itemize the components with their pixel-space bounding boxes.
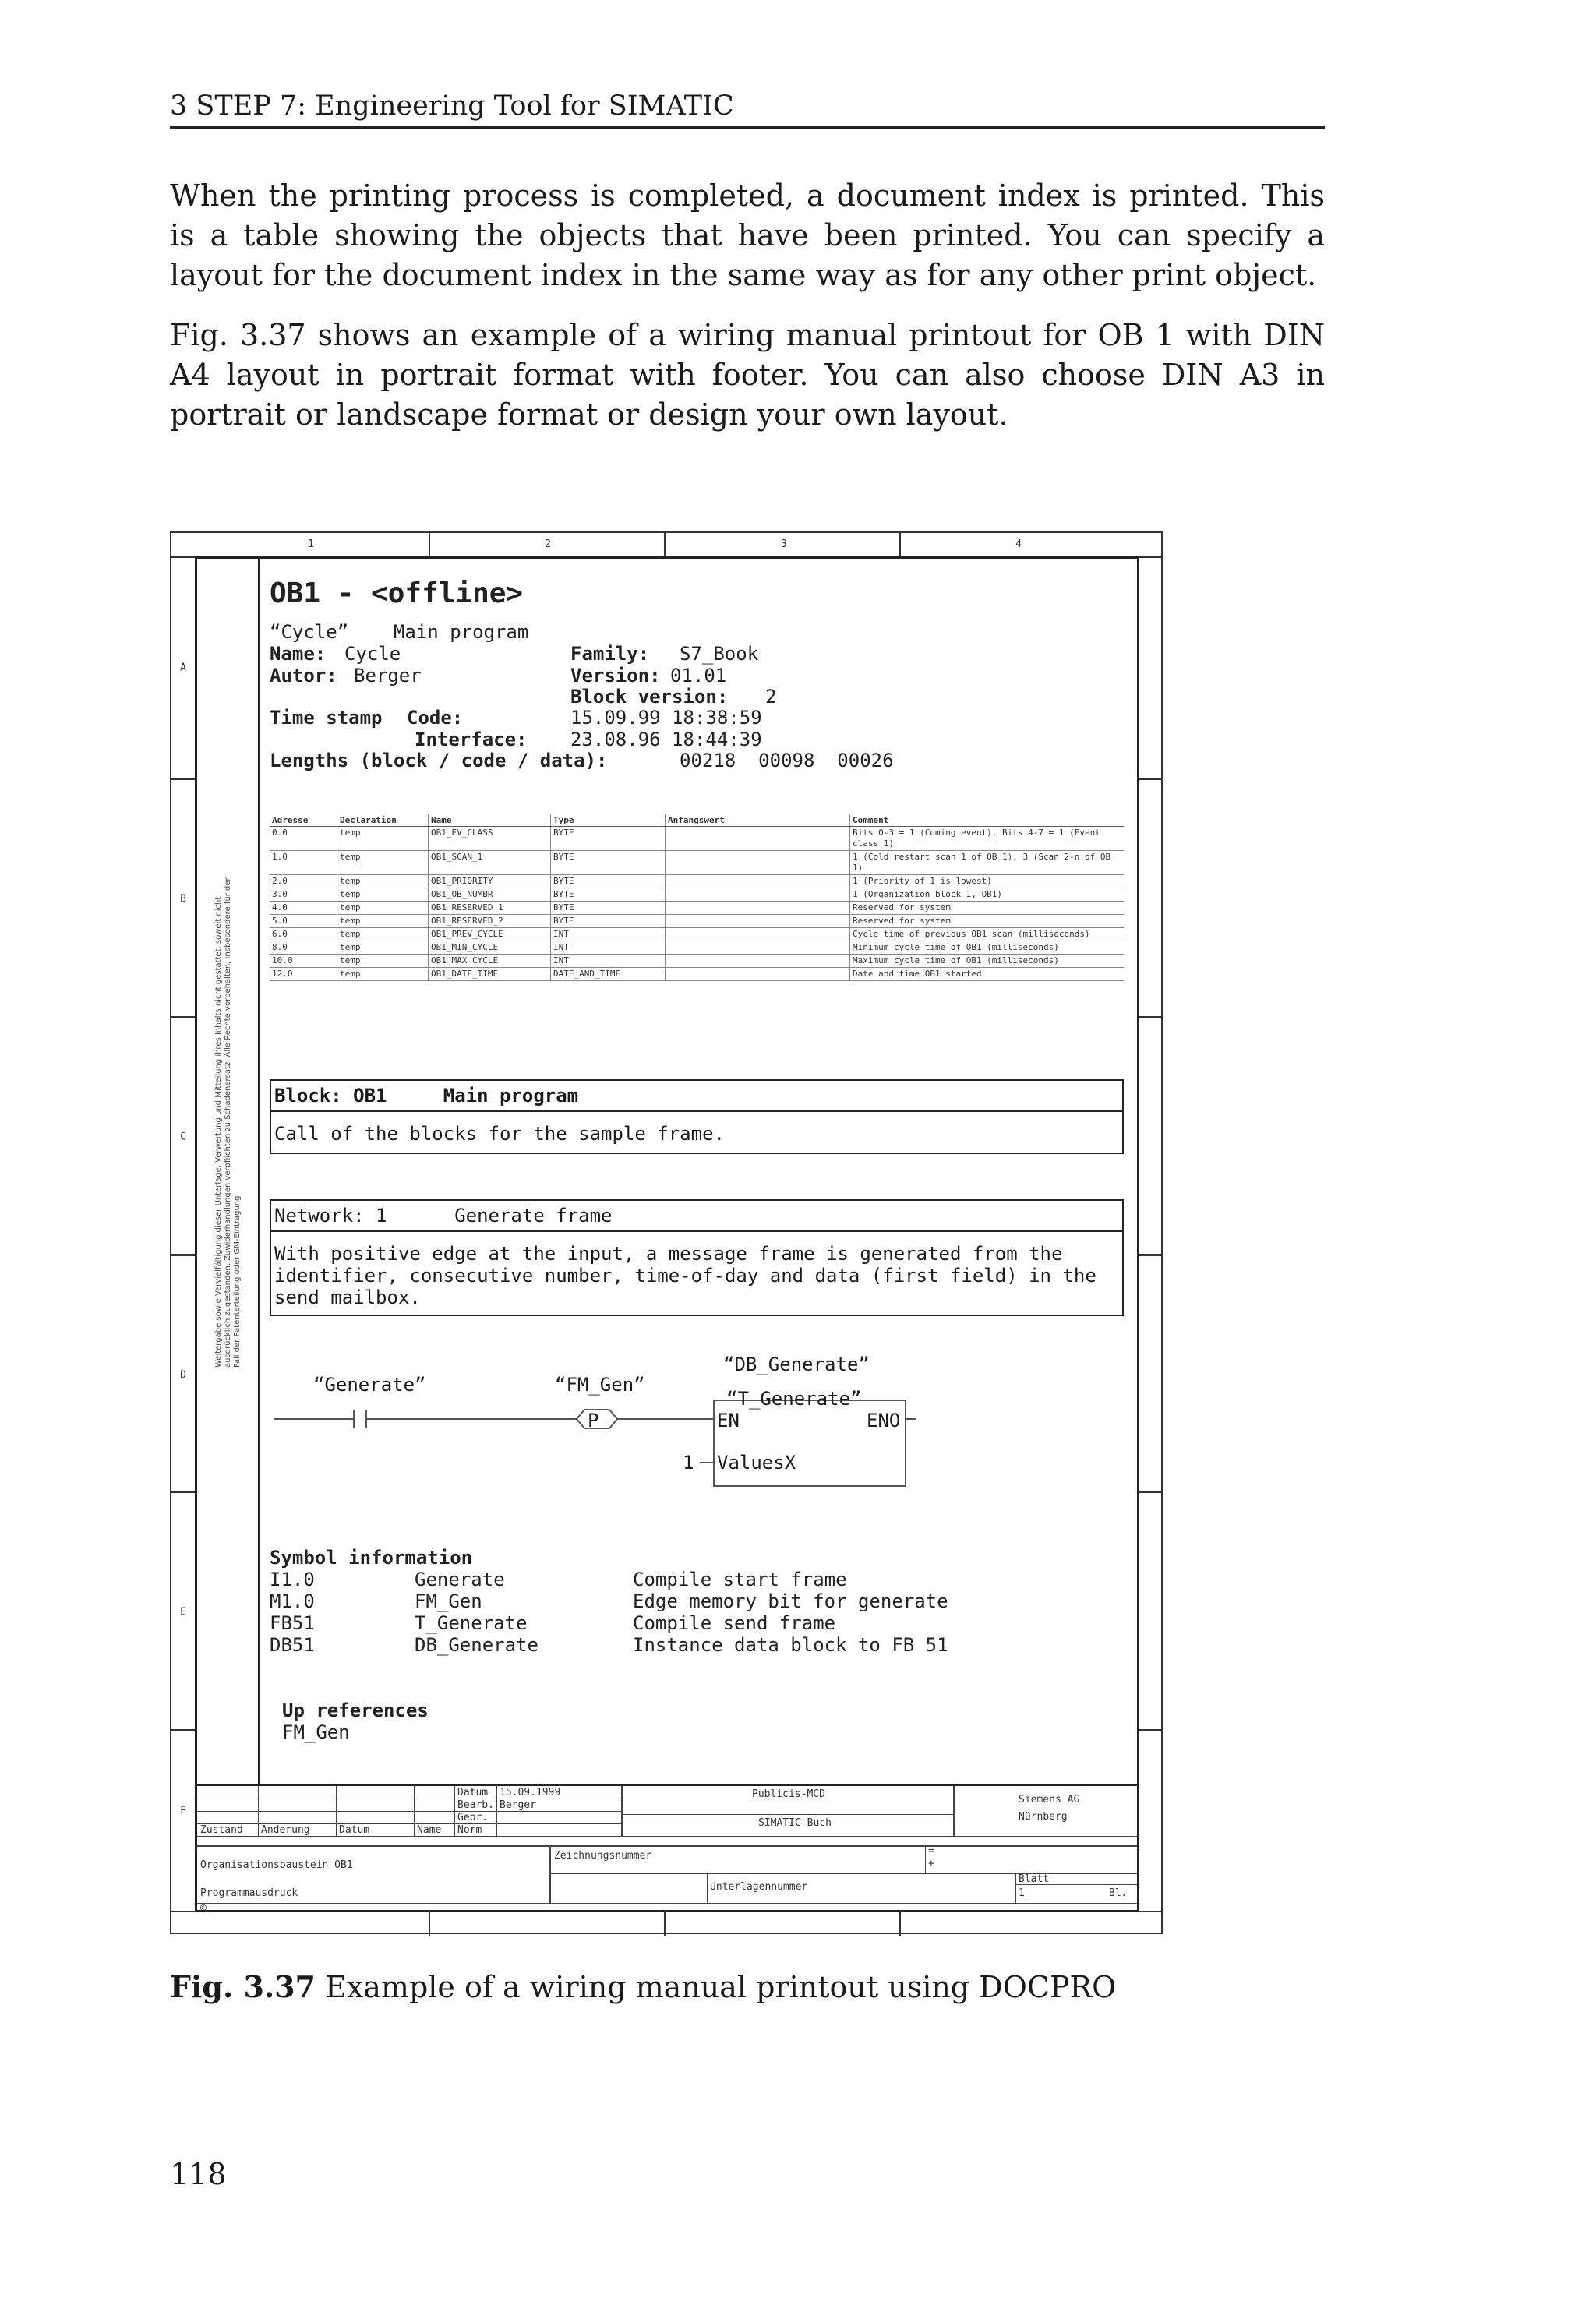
table-row [270, 827, 1124, 851]
table-cell: OB1_MAX_CYCLE [429, 955, 551, 968]
row-marker: E [171, 1491, 195, 1731]
table-row [270, 928, 1124, 941]
table-row [270, 851, 1124, 875]
company-city: Nürnberg [1019, 1811, 1068, 1823]
en-pin: EN [717, 1410, 740, 1431]
code-label: Code: [407, 707, 464, 729]
table-cell: 10.0 [270, 955, 337, 968]
up-references-title: Up references [282, 1700, 429, 1721]
column-marker: 4 [899, 533, 1136, 556]
declaration-table [270, 814, 1124, 981]
symbol-address: M1.0 [270, 1590, 315, 1612]
column-tick [664, 1912, 902, 1936]
table-cell: OB1_SCAN_1 [429, 851, 551, 875]
table-cell: 3.0 [270, 888, 337, 902]
figure-caption-label: Fig. 3.37 [170, 1969, 316, 2004]
copyright-sign: © [200, 1903, 207, 1915]
symbol-name: DB_Generate [415, 1634, 538, 1656]
table-row [270, 941, 1124, 955]
function-block-symbol: “T_Generate” [726, 1388, 862, 1410]
autor-value: Berger [354, 665, 422, 687]
column-marker: 2 [429, 533, 666, 556]
table-header-row [270, 814, 1124, 827]
table-cell: Maximum cycle time of OB1 (milliseconds) [850, 955, 1125, 968]
row-marker: B [171, 778, 195, 1018]
datum2-label: Datum [339, 1824, 370, 1836]
table-cell [666, 902, 850, 915]
row-tick [1139, 1254, 1163, 1494]
symbol-address: DB51 [270, 1634, 315, 1656]
table-cell: Minimum cycle time of OB1 (milliseconds) [850, 941, 1125, 955]
table-cell: temp [337, 915, 429, 928]
block-comment-body: Call of the blocks for the sample frame. [274, 1123, 725, 1145]
column-ruler-bottom [171, 1911, 1161, 1936]
table-cell: 12.0 [270, 968, 337, 981]
table-cell: temp [337, 941, 429, 955]
page-number: 118 [170, 2157, 227, 2191]
body-paragraph-1: When the printing process is completed, a document index is printed. This is a table showing the objects that have been printed. You can specify a layout for the document index in the same way as for any other print object. [170, 178, 1325, 292]
row-marker: C [171, 1016, 195, 1255]
table-cell: Bits 0-3 = 1 (Coming event), Bits 4-7 = 1 (Event class 1) [850, 827, 1125, 851]
table-cell: temp [337, 888, 429, 902]
table-cell: temp [337, 827, 429, 851]
sheets-label: Bl. [1109, 1887, 1128, 1899]
table-cell: 4.0 [270, 902, 337, 915]
symbol-address: FB51 [270, 1612, 315, 1634]
table-cell [666, 875, 850, 888]
table-cell [666, 827, 850, 851]
running-head-text: 3 STEP 7: Engineering Tool for SIMATIC [170, 90, 734, 122]
table-cell: temp [337, 875, 429, 888]
datum-label: Datum [457, 1787, 489, 1799]
publisher: Publicis-MCD [752, 1788, 825, 1800]
network-comment: With positive edge at the input, a message frame is generated from the identifier, consecutive number, time-of-day and data (first field) in the send mailbox. [274, 1243, 1096, 1308]
figure-caption-text: Example of a wiring manual printout using DOCPRO [325, 1970, 1117, 2004]
drawing-number-label: Zeichnungsnummer [554, 1850, 652, 1862]
column-header: Name [429, 814, 551, 827]
family-label: Family: [570, 643, 650, 665]
interface-value: 23.08.96 18:44:39 [570, 729, 762, 750]
table-cell: BYTE [551, 827, 666, 851]
table-cell [666, 968, 850, 981]
table-cell: OB1_EV_CLASS [429, 827, 551, 851]
aenderung-label: Änderung [261, 1824, 310, 1836]
column-header: Adresse [270, 814, 337, 827]
title-block [197, 1784, 1137, 1915]
table-cell: BYTE [551, 902, 666, 915]
column-header: Comment [850, 814, 1125, 827]
up-references-value: FM_Gen [282, 1721, 350, 1743]
table-cell: Date and time OB1 started [850, 968, 1125, 981]
symbol-name: Generate [415, 1569, 505, 1590]
bearb-label: Bearb. [457, 1799, 494, 1811]
running-head [170, 87, 1325, 129]
table-cell: 1 (Organization block 1, OB1) [850, 888, 1125, 902]
block-title: OB1 - <offline> [270, 577, 524, 609]
row-tick [1139, 1016, 1163, 1255]
table-cell: BYTE [551, 888, 666, 902]
lengths-label: Lengths (block / code / data): [270, 750, 608, 771]
column-header: Declaration [337, 814, 429, 827]
table-cell: OB1_DATE_TIME [429, 968, 551, 981]
table-row [270, 915, 1124, 928]
table-cell: 8.0 [270, 941, 337, 955]
row-marker: F [171, 1729, 195, 1890]
table-cell: OB1_RESERVED_2 [429, 915, 551, 928]
symbol-info-title: Symbol information [270, 1547, 473, 1569]
table-cell: 5.0 [270, 915, 337, 928]
figure-caption [170, 1969, 1116, 2004]
autor-label: Autor: [270, 665, 337, 687]
table-cell: 2.0 [270, 875, 337, 888]
table-cell [666, 941, 850, 955]
table-row [270, 955, 1124, 968]
row-ruler-right [1139, 556, 1163, 1889]
document-number-label: Unterlagennummer [710, 1881, 808, 1893]
table-cell: temp [337, 955, 429, 968]
table-cell: Reserved for system [850, 902, 1125, 915]
table-cell: 1.0 [270, 851, 337, 875]
symbol-comment: Edge memory bit for generate [633, 1590, 948, 1612]
table-cell [666, 851, 850, 875]
zustand-label: Zustand [200, 1824, 243, 1836]
norm-label: Norm [457, 1824, 482, 1836]
column-ruler-top [171, 533, 1161, 558]
symbol-comment: Instance data block to FB 51 [633, 1634, 948, 1656]
plus-sign: + [928, 1858, 934, 1869]
column-marker: 1 [308, 538, 314, 550]
row-ruler-left [171, 556, 195, 1889]
table-row [270, 875, 1124, 888]
row-tick [1139, 1491, 1163, 1731]
table-cell: DATE_AND_TIME [551, 968, 666, 981]
table-cell: OB1_PRIORITY [429, 875, 551, 888]
code-value: 15.09.99 18:38:59 [570, 707, 762, 729]
wiring-manual-figure [170, 531, 1163, 1934]
table-cell: Cycle time of previous OB1 scan (milliseconds) [850, 928, 1125, 941]
table-cell: temp [337, 902, 429, 915]
table-cell: INT [551, 941, 666, 955]
row-tick [1139, 778, 1163, 1018]
table-cell: BYTE [551, 915, 666, 928]
block-comment-box [270, 1079, 1124, 1154]
equals-sign: = [928, 1845, 934, 1857]
network-box [270, 1199, 1124, 1316]
table-cell [666, 888, 850, 902]
column-header: Anfangswert [666, 814, 850, 827]
table-cell: temp [337, 928, 429, 941]
table-cell: temp [337, 851, 429, 875]
input-value: 1 [683, 1452, 694, 1474]
row-tick [1139, 1729, 1163, 1890]
ladder-diagram [270, 1354, 1127, 1509]
table-cell: INT [551, 955, 666, 968]
table-row [270, 902, 1124, 915]
gepr-label: Gepr. [457, 1812, 489, 1823]
book-title: SIMATIC-Buch [758, 1817, 832, 1829]
side-strip [197, 559, 260, 1784]
column-marker: 3 [664, 533, 902, 556]
block-symbol-line: “Cycle” Main program [270, 621, 529, 643]
version-label: Version: [570, 665, 661, 687]
table-row [270, 888, 1124, 902]
input-parameter: ValuesX [717, 1452, 796, 1474]
symbol-address: I1.0 [270, 1569, 315, 1590]
copyright-side-note: Weitergabe sowie Vervielfältigung dieser Unterlage, Verwertung und Mitteilung ihres Inhalts nicht gestattet, soweit nicht ausdrücklich zugestanden. Zuwiderhandlungen verpflichten zu Schadenersatz. Alle Rechte vorbehalten, insbesondere für den Fall der Patenterteilung oder GM-Eintragung [214, 876, 242, 1368]
eno-pin: ENO [867, 1410, 901, 1431]
bearb-value: Berger [500, 1799, 536, 1811]
body-paragraph-2: Fig. 3.37 shows an example of a wiring manual printout for OB 1 with DIN A4 layout in portrait format with footer. You can also choose DIN A3 in portrait or landscape format or design your own layout. [170, 318, 1325, 432]
block-comment-header: Block: OB1 Main program [271, 1081, 1122, 1112]
version-value: 01.01 [670, 665, 727, 687]
table-cell: 1 (Priority of 1 is lowest) [850, 875, 1125, 888]
table-cell: 1 (Cold restart scan 1 of OB 1), 3 (Scan 2-n of OB 1) [850, 851, 1125, 875]
printout-content [260, 559, 1137, 1784]
symbol-name: T_Generate [415, 1612, 528, 1634]
sheet-label: Blatt [1019, 1873, 1050, 1885]
table-cell: OB1_OB_NUMBR [429, 888, 551, 902]
document-title: Organisationsbaustein OB1 [200, 1859, 353, 1871]
table-cell [666, 915, 850, 928]
drawing-frame [195, 556, 1139, 1915]
sheet-number: 1 [1019, 1887, 1025, 1899]
table-row [270, 968, 1124, 981]
row-marker: D [171, 1254, 195, 1494]
symbol-name: FM_Gen [415, 1590, 482, 1612]
network-header: Network: 1 Generate frame [271, 1201, 1122, 1232]
row-marker: A [180, 662, 186, 673]
column-header: Type [551, 814, 666, 827]
datum-value: 15.09.1999 [500, 1787, 561, 1799]
table-cell [666, 928, 850, 941]
family-value: S7_Book [680, 643, 759, 665]
table-cell: INT [551, 928, 666, 941]
document-subtitle: Programmausdruck [200, 1887, 298, 1899]
coil-symbol: “FM_Gen” [555, 1374, 645, 1396]
column-tick [899, 1912, 1136, 1936]
table-cell: 0.0 [270, 827, 337, 851]
table-cell: Reserved for system [850, 915, 1125, 928]
column-tick [429, 1912, 666, 1936]
coil-letter: P [588, 1410, 599, 1431]
ladder-graphic [270, 1385, 1127, 1509]
company-name: Siemens AG [1019, 1794, 1080, 1806]
symbol-comment: Compile start frame [633, 1569, 847, 1590]
interface-label: Interface: [415, 729, 528, 750]
symbol-comment: Compile send frame [633, 1612, 836, 1634]
lengths-value: 00218 00098 00026 [680, 750, 894, 771]
contact-symbol: “Generate” [313, 1374, 426, 1396]
table-cell [666, 955, 850, 968]
timestamp-label: Time stamp [270, 707, 383, 729]
table-cell: temp [337, 968, 429, 981]
block-version-label: Block version: [570, 686, 729, 708]
table-cell: OB1_MIN_CYCLE [429, 941, 551, 955]
table-cell: BYTE [551, 875, 666, 888]
table-cell: BYTE [551, 851, 666, 875]
name-column-label: Name [417, 1824, 442, 1836]
block-version-value: 2 [765, 686, 777, 708]
instance-db-symbol: “DB_Generate” [723, 1354, 870, 1375]
name-value: Cycle [344, 643, 401, 665]
table-cell: OB1_RESERVED_1 [429, 902, 551, 915]
table-cell: OB1_PREV_CYCLE [429, 928, 551, 941]
name-label: Name: [270, 643, 327, 665]
table-cell: 6.0 [270, 928, 337, 941]
